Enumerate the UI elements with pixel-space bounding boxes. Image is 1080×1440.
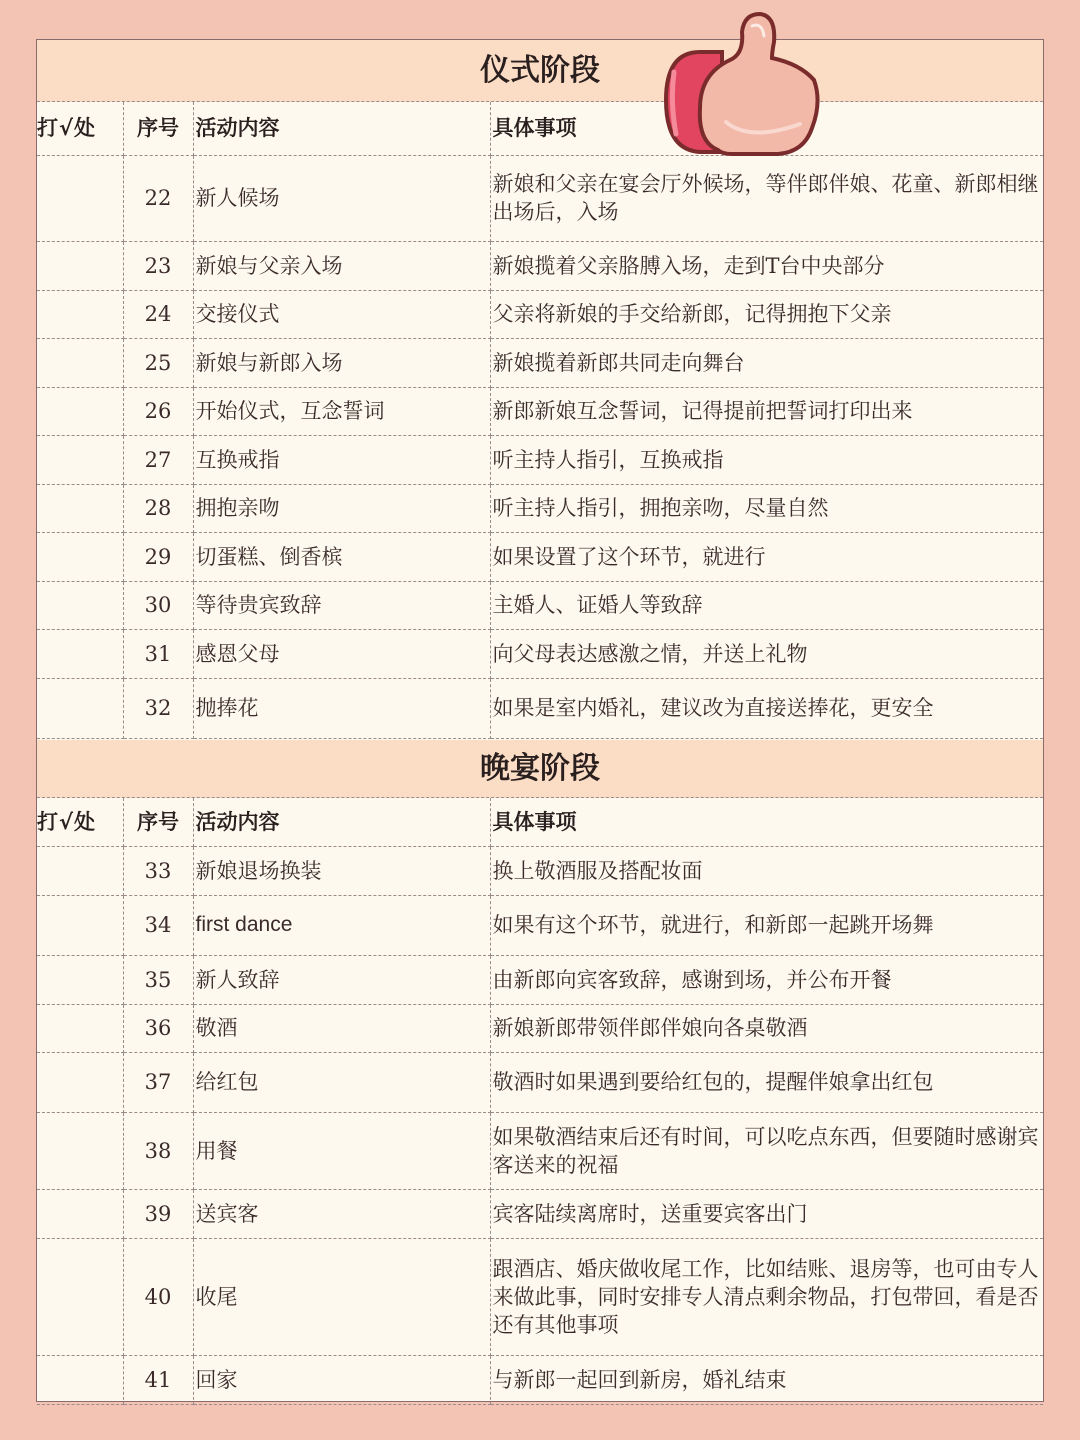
header-activity: 活动内容 <box>193 102 490 155</box>
table-row <box>37 387 1043 435</box>
row-number: 30 <box>123 581 193 629</box>
detail-cell: 跟酒店、婚庆做收尾工作，比如结账、退房等，也可由专人来做此事，同时安排专人清点剩余物品，打包带回，看是否还有其他事项 <box>490 1238 1043 1355</box>
detail-cell: 新娘新郎带领伴郎伴娘向各桌敬酒 <box>490 1004 1043 1052</box>
activity-cell: 回家 <box>193 1355 490 1404</box>
check-cell[interactable] <box>37 338 123 387</box>
check-cell[interactable] <box>37 484 123 532</box>
header-check: 打√处 <box>37 798 123 846</box>
checklist-sheet <box>36 39 1044 1402</box>
table-header-row <box>37 102 1043 155</box>
check-cell[interactable] <box>37 241 123 290</box>
check-cell[interactable] <box>37 1355 123 1404</box>
detail-cell: 宾客陆续离席时，送重要宾客出门 <box>490 1189 1043 1238</box>
detail-cell: 父亲将新娘的手交给新郎，记得拥抱下父亲 <box>490 290 1043 338</box>
check-cell[interactable] <box>37 895 123 955</box>
detail-cell: 主婚人、证婚人等致辞 <box>490 581 1043 629</box>
table-row <box>37 1355 1043 1404</box>
row-number: 32 <box>123 678 193 738</box>
activity-cell: 用餐 <box>193 1112 490 1189</box>
detail-cell: 听主持人指引，拥抱亲吻，尽量自然 <box>490 484 1043 532</box>
table-row <box>37 290 1043 338</box>
check-cell[interactable] <box>37 1052 123 1112</box>
table-row <box>37 678 1043 738</box>
detail-cell: 如果是室内婚礼，建议改为直接送捧花，更安全 <box>490 678 1043 738</box>
check-cell[interactable] <box>37 155 123 241</box>
table-row <box>37 846 1043 895</box>
row-number: 35 <box>123 955 193 1004</box>
table-row <box>37 338 1043 387</box>
row-number: 38 <box>123 1112 193 1189</box>
row-number: 23 <box>123 241 193 290</box>
header-number: 序号 <box>123 102 193 155</box>
detail-cell: 向父母表达感激之情，并送上礼物 <box>490 629 1043 678</box>
activity-cell: 感恩父母 <box>193 629 490 678</box>
activity-cell: 给红包 <box>193 1052 490 1112</box>
check-cell[interactable] <box>37 1238 123 1355</box>
activity-cell: 交接仪式 <box>193 290 490 338</box>
check-cell[interactable] <box>37 846 123 895</box>
check-cell[interactable] <box>37 1004 123 1052</box>
check-cell[interactable] <box>37 1112 123 1189</box>
header-number: 序号 <box>123 798 193 846</box>
check-cell[interactable] <box>37 532 123 581</box>
check-cell[interactable] <box>37 955 123 1004</box>
row-number: 24 <box>123 290 193 338</box>
row-number: 34 <box>123 895 193 955</box>
section-title-ceremony: 仪式阶段 <box>37 40 1043 102</box>
check-cell[interactable] <box>37 1189 123 1238</box>
row-number: 27 <box>123 435 193 484</box>
header-detail: 具体事项 <box>490 798 1043 846</box>
detail-cell: 如果敬酒结束后还有时间，可以吃点东西，但要随时感谢宾客送来的祝福 <box>490 1112 1043 1189</box>
header-activity: 活动内容 <box>193 798 490 846</box>
table-row <box>37 155 1043 241</box>
activity-cell: 新娘退场换装 <box>193 846 490 895</box>
activity-cell: 送宾客 <box>193 1189 490 1238</box>
activity-cell: 互换戒指 <box>193 435 490 484</box>
row-number: 28 <box>123 484 193 532</box>
row-number: 37 <box>123 1052 193 1112</box>
detail-cell: 如果设置了这个环节，就进行 <box>490 532 1043 581</box>
activity-cell: 收尾 <box>193 1238 490 1355</box>
table-row <box>37 1238 1043 1355</box>
table-row <box>37 532 1043 581</box>
activity-cell: 抛捧花 <box>193 678 490 738</box>
header-check: 打√处 <box>37 102 123 155</box>
table-row <box>37 581 1043 629</box>
table-row <box>37 241 1043 290</box>
check-cell[interactable] <box>37 435 123 484</box>
row-number: 36 <box>123 1004 193 1052</box>
detail-cell: 新娘揽着父亲胳膊入场，走到T台中央部分 <box>490 241 1043 290</box>
check-cell[interactable] <box>37 629 123 678</box>
detail-cell: 由新郎向宾客致辞，感谢到场，并公布开餐 <box>490 955 1043 1004</box>
activity-cell: 新娘与新郎入场 <box>193 338 490 387</box>
row-number: 33 <box>123 846 193 895</box>
activity-cell: 等待贵宾致辞 <box>193 581 490 629</box>
detail-cell: 新郎新娘互念誓词，记得提前把誓词打印出来 <box>490 387 1043 435</box>
detail-cell: 听主持人指引，互换戒指 <box>490 435 1043 484</box>
header-detail: 具体事项 <box>490 102 1043 155</box>
table-row <box>37 629 1043 678</box>
activity-cell: 新人候场 <box>193 155 490 241</box>
row-number: 31 <box>123 629 193 678</box>
check-cell[interactable] <box>37 290 123 338</box>
table-row <box>37 895 1043 955</box>
activity-cell: 切蛋糕、倒香槟 <box>193 532 490 581</box>
detail-cell: 新娘和父亲在宴会厅外候场，等伴郎伴娘、花童、新郎相继出场后，入场 <box>490 155 1043 241</box>
table-row <box>37 484 1043 532</box>
ceremony-table <box>37 102 1043 739</box>
table-header-row <box>37 798 1043 846</box>
table-row <box>37 1052 1043 1112</box>
section-title-banquet: 晚宴阶段 <box>37 740 1043 798</box>
table-row <box>37 955 1043 1004</box>
banquet-table <box>37 798 1043 1405</box>
row-number: 22 <box>123 155 193 241</box>
row-number: 41 <box>123 1355 193 1404</box>
activity-cell: first dance <box>193 895 490 955</box>
detail-cell: 新娘揽着新郎共同走向舞台 <box>490 338 1043 387</box>
activity-cell: 敬酒 <box>193 1004 490 1052</box>
table-row <box>37 1189 1043 1238</box>
check-cell[interactable] <box>37 678 123 738</box>
activity-cell: 开始仪式，互念誓词 <box>193 387 490 435</box>
row-number: 29 <box>123 532 193 581</box>
table-row <box>37 435 1043 484</box>
activity-cell: 拥抱亲吻 <box>193 484 490 532</box>
row-number: 39 <box>123 1189 193 1238</box>
activity-cell: 新娘与父亲入场 <box>193 241 490 290</box>
check-cell[interactable] <box>37 581 123 629</box>
detail-cell: 敬酒时如果遇到要给红包的，提醒伴娘拿出红包 <box>490 1052 1043 1112</box>
detail-cell: 与新郎一起回到新房，婚礼结束 <box>490 1355 1043 1404</box>
table-row <box>37 1004 1043 1052</box>
row-number: 26 <box>123 387 193 435</box>
detail-cell: 换上敬酒服及搭配妆面 <box>490 846 1043 895</box>
activity-cell: 新人致辞 <box>193 955 490 1004</box>
thumbs-up-icon <box>660 12 825 160</box>
table-row <box>37 1112 1043 1189</box>
check-cell[interactable] <box>37 387 123 435</box>
detail-cell: 如果有这个环节，就进行，和新郎一起跳开场舞 <box>490 895 1043 955</box>
row-number: 25 <box>123 338 193 387</box>
row-number: 40 <box>123 1238 193 1355</box>
